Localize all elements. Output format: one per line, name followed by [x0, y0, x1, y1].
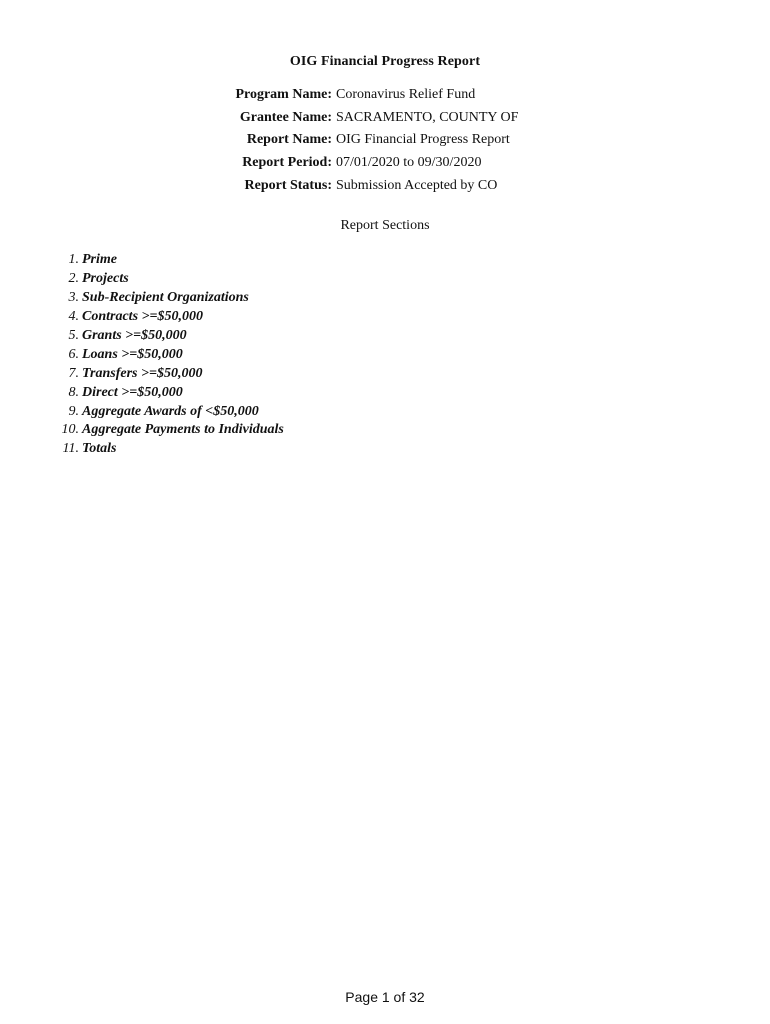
- meta-label: Report Name:: [246, 132, 332, 148]
- meta-value: Submission Accepted by CO: [336, 177, 498, 193]
- section-item-sub-recipient-organizations: [40, 289, 284, 308]
- section-number: 6.: [68, 346, 79, 362]
- section-label: Loans >=$50,000: [82, 346, 183, 362]
- meta-row-report-status: [0, 174, 770, 197]
- report-metadata: [0, 84, 770, 197]
- section-item-totals: [40, 440, 284, 459]
- page-number: Page 1 of 32: [345, 989, 425, 1005]
- section-label: Direct >=$50,000: [82, 384, 183, 400]
- section-label: Totals: [82, 441, 117, 457]
- meta-label: Grantee Name:: [239, 109, 332, 125]
- section-label: Transfers >=$50,000: [82, 365, 203, 381]
- section-label: Aggregate Awards of <$50,000: [82, 403, 259, 419]
- section-number: 4.: [68, 309, 79, 325]
- meta-row-program-name: [0, 84, 770, 107]
- document-title: OIG Financial Progress Report: [289, 54, 481, 69]
- section-item-grants: [40, 327, 284, 346]
- meta-label: Report Period:: [242, 155, 332, 171]
- section-item-aggregate-payments: [40, 421, 284, 440]
- meta-row-report-period: [0, 152, 770, 175]
- section-item-loans: [40, 345, 284, 364]
- section-number: 10.: [61, 422, 79, 438]
- section-item-transfers: [40, 364, 284, 383]
- section-item-direct: [40, 383, 284, 402]
- meta-value: Coronavirus Relief Fund: [336, 87, 476, 103]
- section-number: 11.: [62, 441, 79, 457]
- section-label: Aggregate Payments to Individuals: [82, 422, 284, 438]
- meta-value: 07/01/2020 to 09/30/2020: [336, 155, 482, 171]
- section-label: Sub-Recipient Organizations: [82, 290, 249, 306]
- report-sections-heading: Report Sections: [340, 218, 430, 233]
- section-number: 9.: [68, 403, 79, 419]
- meta-label: Report Status:: [244, 177, 332, 193]
- section-number: 3.: [68, 290, 79, 306]
- section-number: 1.: [68, 252, 79, 268]
- meta-value: OIG Financial Progress Report: [336, 132, 510, 148]
- section-label: Grants >=$50,000: [82, 328, 187, 343]
- section-number: 8.: [68, 384, 79, 400]
- meta-row-grantee-name: [0, 107, 770, 130]
- section-item-aggregate-awards: [40, 402, 284, 421]
- section-number: 7.: [68, 365, 79, 381]
- meta-value: SACRAMENTO, COUNTY OF: [336, 109, 519, 125]
- section-label: Prime: [82, 252, 117, 268]
- section-item-projects: [40, 270, 284, 289]
- section-item-contracts: [40, 308, 284, 327]
- report-sections-list: [40, 251, 284, 459]
- section-number: 2.: [68, 271, 79, 287]
- section-label: Contracts >=$50,000: [82, 309, 203, 325]
- meta-label: Program Name:: [235, 87, 332, 103]
- meta-row-report-name: [0, 129, 770, 152]
- section-label: Projects: [82, 271, 129, 287]
- section-number: 5.: [68, 328, 79, 343]
- section-item-prime: [40, 251, 284, 270]
